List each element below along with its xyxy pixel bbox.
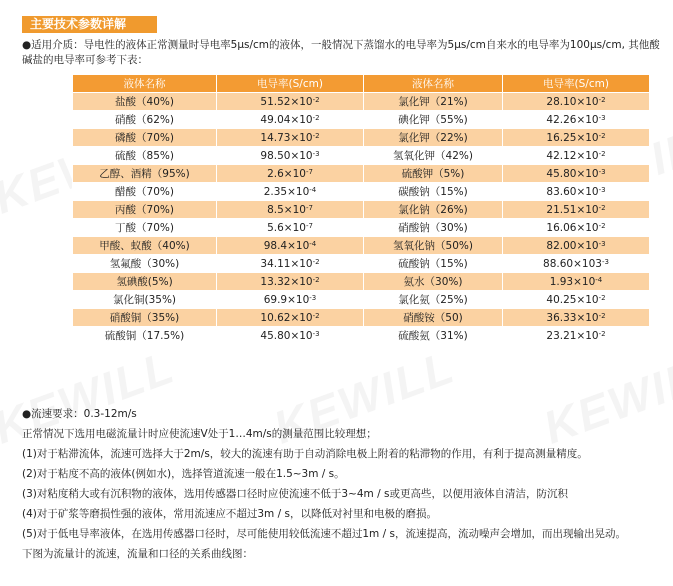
header-liquid-name-2: 液体名称 — [364, 75, 503, 93]
section-title: 主要技术参数详解 — [22, 16, 157, 33]
conductivity-cell: $16.06\times 10^{-2}$ — [503, 219, 650, 237]
table-row — [73, 219, 650, 237]
liquid-name-cell: 氯化氨（25%) — [364, 291, 503, 309]
flow-line: 正常情况下选用电磁流量计时应使流速V处于1…4m/s的测量范围比较理想； — [22, 428, 377, 440]
liquid-name-cell: 硝酸铜（35%) — [73, 309, 217, 327]
table-row — [73, 255, 650, 273]
liquid-name-cell: 氯化钾（22%) — [364, 129, 503, 147]
liquid-name-cell: 硝酸铵（50) — [364, 309, 503, 327]
table-row — [73, 273, 650, 291]
table-row — [73, 183, 650, 201]
conductivity-cell: $2.6\times 10^{-7}$ — [217, 165, 364, 183]
conductivity-cell: $28.10\times 10^{-2}$ — [503, 93, 650, 111]
liquid-name-cell: 氢氧化钠（50%) — [364, 237, 503, 255]
flow-line: (3)对粘度稍大或有沉积物的液体，选用传感器口径时应使流速不低于3~4m / s或更高些，以便用液体自清洁，防沉积 — [22, 488, 568, 500]
intro-paragraph: ●适用介质：导电性的液体正常测量时导电率5μs/cm的液体，一般情况下蒸馏水的电导率为5μs/cm自来水的电导率为100μs/cm, 其他酸碱盐的电导率可参考下表： — [22, 39, 660, 66]
liquid-name-cell: 硫酸（85%) — [73, 147, 217, 165]
liquid-name-cell: 氯化铜(35%) — [73, 291, 217, 309]
liquid-name-cell: 盐酸（40%) — [73, 93, 217, 111]
table-row — [73, 111, 650, 129]
conductivity-cell: $10.62\times 10^{-2}$ — [217, 309, 364, 327]
flow-line: 下图为流量计的流速，流量和口径的关系曲线图： — [22, 548, 253, 560]
conductivity-cell: $14.73\times 10^{-2}$ — [217, 129, 364, 147]
flow-requirements — [22, 404, 662, 564]
conductivity-cell: $82.00\times 10^{-3}$ — [503, 237, 650, 255]
liquid-name-cell: 氢氟酸（30%) — [73, 255, 217, 273]
liquid-name-cell: 氨水（30%) — [364, 273, 503, 291]
header-conductivity-2: 电导率(S/cm) — [503, 75, 650, 93]
liquid-name-cell: 碳酸钠（15%) — [364, 183, 503, 201]
flow-line: (4)对于矿浆等磨损性强的液体，常用流速应不超过3m / s，以降低对衬里和电极的磨损。 — [22, 508, 437, 520]
liquid-name-cell: 硝酸（62%) — [73, 111, 217, 129]
header-conductivity: 电导率(S/cm) — [217, 75, 364, 93]
table-row — [73, 147, 650, 165]
liquid-name-cell: 丙酸（70%) — [73, 201, 217, 219]
conductivity-cell: $69.9\times 10^{-3}$ — [217, 291, 364, 309]
conductivity-cell: $98.50\times 10^{-3}$ — [217, 147, 364, 165]
conductivity-cell: $16.25\times 10^{-2}$ — [503, 129, 650, 147]
liquid-name-cell: 磷酸（70%) — [73, 129, 217, 147]
conductivity-cell: $21.51\times 10^{-2}$ — [503, 201, 650, 219]
conductivity-table — [72, 74, 650, 345]
conductivity-cell: $45.80\times 10^{-3}$ — [503, 165, 650, 183]
table-row — [73, 327, 650, 345]
conductivity-cell: $45.80\times 10^{-3}$ — [217, 327, 364, 345]
liquid-name-cell: 硫酸钠（15%) — [364, 255, 503, 273]
liquid-name-cell: 丁酸（70%) — [73, 219, 217, 237]
conductivity-cell: $23.21\times 10^{-2}$ — [503, 327, 650, 345]
conductivity-cell: $40.25\times 10^{-2}$ — [503, 291, 650, 309]
liquid-name-cell: 乙醇、酒精（95%) — [73, 165, 217, 183]
liquid-name-cell: 氢碘酸(5%) — [73, 273, 217, 291]
conductivity-cell: $5.6\times 10^{-7}$ — [217, 219, 364, 237]
conductivity-cell: $36.33\times 10^{-2}$ — [503, 309, 650, 327]
conductivity-cell: $42.26\times 10^{-3}$ — [503, 111, 650, 129]
table-row — [73, 237, 650, 255]
table-header-row — [73, 75, 650, 93]
conductivity-cell: $49.04\times 10^{-2}$ — [217, 111, 364, 129]
liquid-name-cell: 硫酸铜（17.5%) — [73, 327, 217, 345]
liquid-name-cell: 氯化钠（26%) — [364, 201, 503, 219]
conductivity-cell: $13.32\times 10^{-2}$ — [217, 273, 364, 291]
liquid-name-cell: 氯化钾（21%) — [364, 93, 503, 111]
conductivity-cell: $42.12\times 10^{-2}$ — [503, 147, 650, 165]
conductivity-cell: $83.60\times 10^{-3}$ — [503, 183, 650, 201]
liquid-name-cell: 硝酸钠（30%) — [364, 219, 503, 237]
conductivity-cell: $51.52\times 10^{-2}$ — [217, 93, 364, 111]
conductivity-cell: $2.35\times 10^{-4}$ — [217, 183, 364, 201]
table-row — [73, 165, 650, 183]
table-row — [73, 129, 650, 147]
table-row — [73, 309, 650, 327]
liquid-name-cell: 甲酸、蚁酸（40%) — [73, 237, 217, 255]
header-liquid-name: 液体名称 — [73, 75, 217, 93]
liquid-name-cell: 硫酸氨（31%) — [364, 327, 503, 345]
flow-line: (2)对于粘度不高的液体(例如水)，选择管道流速一般在1.5~3m / s。 — [22, 468, 345, 480]
conductivity-cell: $98.4\times 10^{-4}$ — [217, 237, 364, 255]
flow-line: (5)对于低电导率液体，在选用传感器口径时，尽可能使用较低流速不超过1m / s，流速提高，流动噪声会增加，而出现输出晃动。 — [22, 528, 626, 540]
liquid-name-cell: 碘化钾（55%) — [364, 111, 503, 129]
conductivity-cell: $1.93\times 10^{-4}$ — [503, 273, 650, 291]
conductivity-cell: $8.5\times 10^{-7}$ — [217, 201, 364, 219]
table-row — [73, 201, 650, 219]
flow-line: (1)对于粘滞流体，流速可选择大于2m/s，较大的流速有助于自动消除电极上附着的粘滞物的作用，有利于提高测量精度。 — [22, 448, 588, 460]
table-row — [73, 93, 650, 111]
conductivity-cell: $88.60\times 103^{-3}$ — [503, 255, 650, 273]
conductivity-cell: $34.11\times 10^{-2}$ — [217, 255, 364, 273]
liquid-name-cell: 硫酸钾（5%) — [364, 165, 503, 183]
table-body — [73, 93, 650, 345]
table-row — [73, 291, 650, 309]
liquid-name-cell: 氢氧化钾（42%) — [364, 147, 503, 165]
flow-line: ●流速要求：0.3-12m/s — [22, 408, 137, 420]
liquid-name-cell: 醋酸（70%) — [73, 183, 217, 201]
